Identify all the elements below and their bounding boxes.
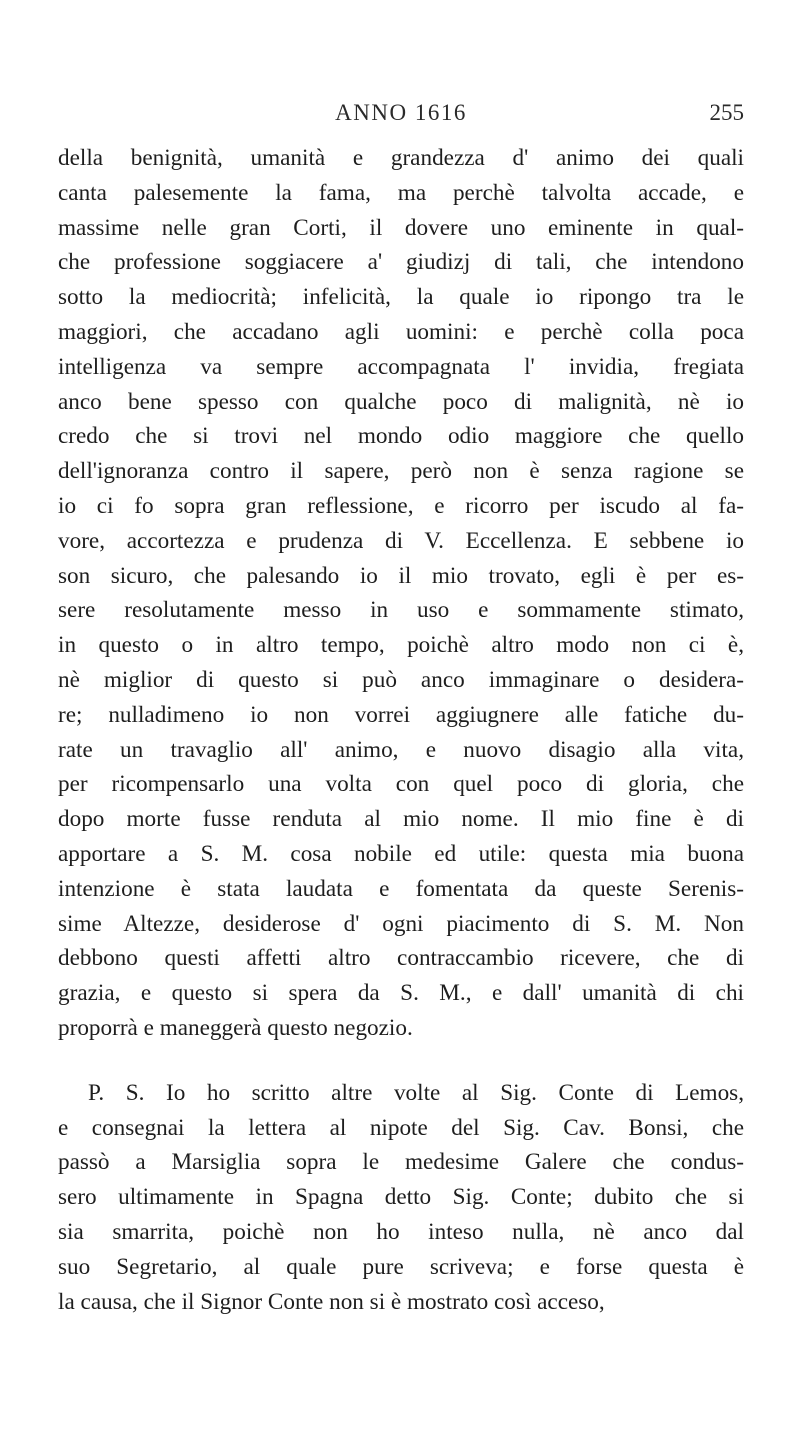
text-line: che professione soggiacere a' giudizj di tali, che intendono [58,249,744,276]
text-line: sime Altezze, desiderose d' ogni piacimento di S. M. Non [58,910,744,937]
text-line: grazia, e questo si spera da S. M., e dall' umanità di chi [58,980,744,1007]
text-line: rate un travaglio all' animo, e nuovo disagio alla vita, [58,736,744,763]
text-line: maggiori, che accadano agli uomini: e perchè colla poca [58,318,744,345]
text-line: dell'ignoranza contro il sapere, però non è senza ragione se [58,458,744,485]
text-line: in questo o in altro tempo, poichè altro modo non ci è, [58,632,744,659]
text-line: proporrà e maneggerà questo negozio. [58,1014,413,1041]
text-line: sere resolutamente messo in uso e sommamente stimato, [58,597,744,624]
text-line: sotto la mediocrità; infelicità, la quale io ripongo tra le [58,284,744,311]
text-line: per ricompensarlo una volta con quel poco di gloria, che [58,771,744,798]
text-line: dopo morte fusse renduta al mio nome. Il mio fine è di [58,806,744,833]
page-header [58,100,744,140]
page-number: 255 [709,100,744,125]
paragraph-letter-body [58,141,744,1046]
text-line: massime nelle gran Corti, il dovere uno eminente in qual- [58,214,744,241]
text-line: della benignità, umanità e grandezza d' animo dei quali [58,145,744,171]
text-line: son sicuro, che palesando io il mio trovato, egli è per es- [58,562,744,589]
text-line: intenzione è stata laudata e fomentata da queste Serenis- [58,875,744,902]
text-line: P. S. Io ho scritto altre volte al Sig. Conte di Lemos, [88,1079,744,1106]
text-line: anco bene spesso con qualche poco di malignità, nè io [58,388,744,415]
text-line: sia smarrita, poichè non ho inteso nulla, nè anco dal [58,1218,744,1245]
text-line: sero ultimamente in Spagna detto Sig. Conte; dubito che si [58,1184,744,1211]
paragraph-postscript [58,1076,744,1320]
text-line: io ci fo sopra gran reflessione, e ricorro per iscudo al fa- [58,492,744,519]
text-line: canta palesemente la fama, ma perchè talvolta accade, e [58,179,744,206]
text-line: debbono questi affetti altro contraccambio ricevere, che di [58,945,744,972]
text-line: apportare a S. M. cosa nobile ed utile: questa mia buona [58,840,744,867]
text-line: credo che si trovi nel mondo odio maggiore che quello [58,423,744,450]
text-line: suo Segretario, al quale pure scriveva; e forse questa è [58,1253,744,1280]
text-line: re; nulladimeno io non vorrei aggiugnere alle fatiche du- [58,701,744,728]
text-line: passò a Marsiglia sopra le medesime Galere che condus- [58,1149,744,1176]
running-head: ANNO 1616 [335,100,467,125]
text-line: intelligenza va sempre accompagnata l' invidia, fregiata [58,353,744,380]
text-line: e consegnai la lettera al nipote del Sig. Cav. Bonsi, che [58,1114,744,1141]
text-line: vore, accortezza e prudenza di V. Eccellenza. E sebbene io [58,527,744,554]
body-text [58,141,744,1319]
text-line: nè miglior di questo si può anco immaginare o desidera- [58,666,744,693]
text-line: la causa, che il Signor Conte non si è mostrato così acceso, [58,1288,605,1315]
